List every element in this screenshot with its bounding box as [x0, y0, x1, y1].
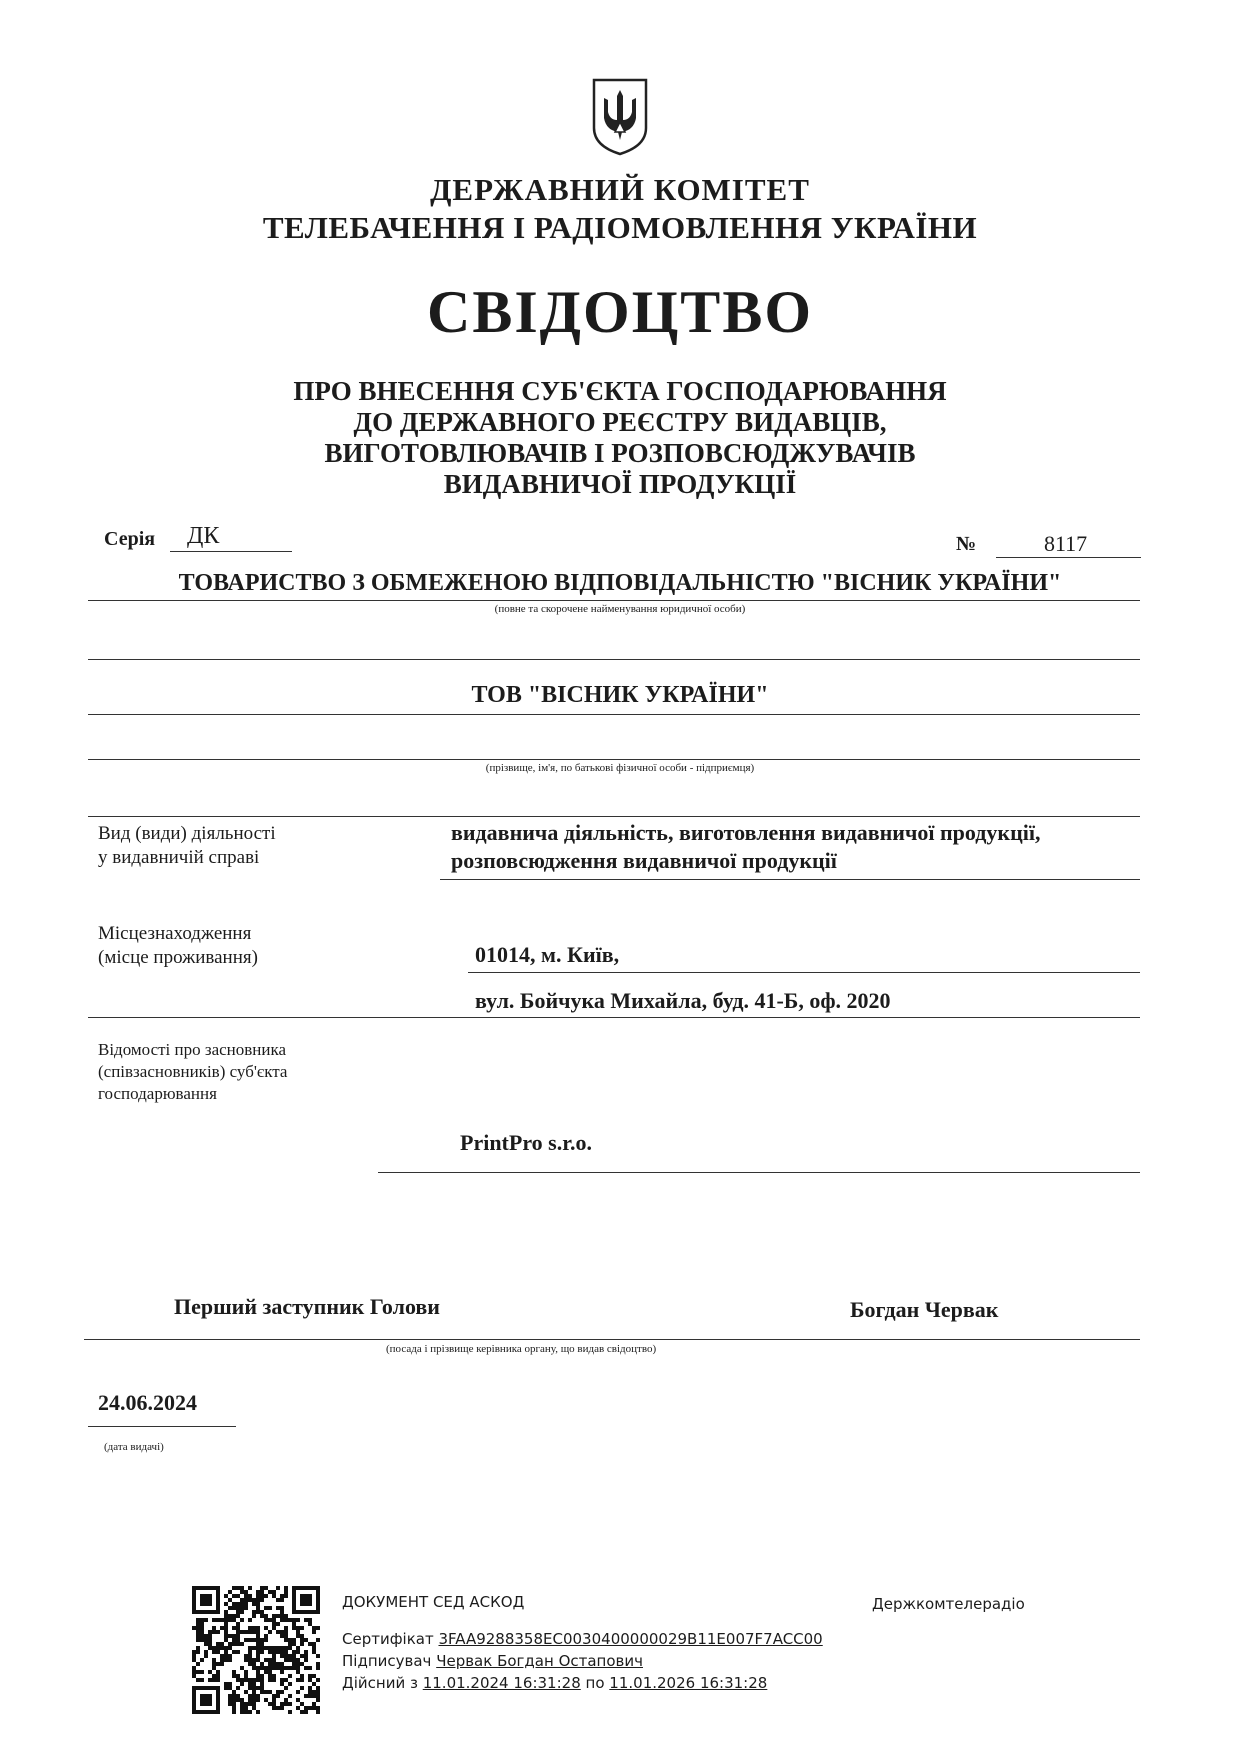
valid-to-label: по: [585, 1674, 605, 1692]
cert-value: 3FAA9288358EC0030400000029B11E007F7ACC00: [438, 1630, 823, 1648]
number-label: №: [956, 533, 977, 555]
subtitle-line-1: ПРО ВНЕСЕННЯ СУБ'ЄКТА ГОСПОДАРЮВАННЯ: [293, 376, 947, 406]
doc-title: СВІДОЦТВО: [426, 279, 814, 345]
location-underline-2: [88, 1017, 1140, 1018]
entity-full-name-underline: [88, 600, 1140, 601]
issue-date-underline: [88, 1426, 236, 1427]
entity-short-name-underline: [88, 714, 1140, 715]
e-signature-signer-row: [342, 1652, 643, 1670]
series-label: Серія: [104, 528, 156, 550]
number-value: 8117: [1044, 531, 1088, 556]
signatory-name: Богдан Червак: [850, 1297, 999, 1322]
cert-label: Сертифікат: [342, 1630, 434, 1648]
location-value-line-1: 01014, м. Київ,: [475, 942, 620, 967]
signatory-caption: (посада і прізвище керівника органу, що видав свідоцтво): [386, 1343, 657, 1355]
founders-label-line-2: (співзасновників) суб'єкта: [98, 1062, 288, 1081]
entity-full-name: ТОВАРИСТВО З ОБМЕЖЕНОЮ ВІДПОВІДАЛЬНІСТЮ "ВІСНИК УКРАЇНИ": [178, 570, 1062, 596]
valid-label: Дійсний з: [342, 1674, 418, 1692]
founders-value: PrintPro s.r.o.: [460, 1130, 592, 1155]
e-signature-doc-label: ДОКУМЕНТ СЕД АСКОД: [342, 1593, 525, 1611]
activity-underline: [440, 879, 1140, 880]
activity-value-line-2: розповсюдження видавничої продукції: [451, 848, 837, 873]
signer-label: Підписувач: [342, 1652, 432, 1670]
entity-blank-line: [88, 659, 1140, 660]
location-label-line-2: (місце проживання): [98, 947, 258, 968]
entity-short-name: ТОВ "ВІСНИК УКРАЇНИ": [471, 682, 769, 708]
location-value-line-2: вул. Бойчука Михайла, буд. 41-Б, оф. 2020: [475, 988, 891, 1013]
valid-to: 11.01.2026 16:31:28: [609, 1674, 768, 1692]
activity-label-line-2: у видавничій справі: [98, 847, 260, 868]
founders-underline: [378, 1172, 1140, 1173]
location-underline-1: [468, 972, 1140, 973]
coat-of-arms-icon: [588, 76, 652, 158]
person-line: [88, 759, 1140, 760]
activity-value-line-1: видавнича діяльність, виготовлення видавничої продукції,: [451, 820, 1041, 845]
subtitle-line-4: ВИДАВНИЧОЇ ПРОДУКЦІЇ: [443, 469, 797, 499]
founders-label-line-3: господарювання: [98, 1084, 217, 1103]
authority-line-1: ДЕРЖАВНИЙ КОМІТЕТ: [430, 172, 810, 207]
series-underline: [170, 551, 292, 552]
signatory-position: Перший заступник Голови: [174, 1294, 440, 1319]
subtitle-line-2: ДО ДЕРЖАВНОГО РЕЄСТРУ ВИДАВЦІВ,: [353, 407, 887, 437]
activity-label-line-1: Вид (види) діяльності: [98, 823, 276, 844]
person-caption: (прізвище, ім'я, по батькові фізичної особи - підприємця): [485, 762, 755, 774]
series-value: ДК: [187, 523, 220, 549]
valid-from: 11.01.2024 16:31:28: [422, 1674, 581, 1692]
location-label-line-1: Місцезнаходження: [98, 923, 252, 944]
founders-label-line-1: Відомості про засновника: [98, 1040, 287, 1059]
number-underline: [996, 557, 1141, 558]
e-signature-cert-row: [342, 1630, 823, 1648]
authority-line-2: ТЕЛЕБАЧЕННЯ І РАДІОМОВЛЕННЯ УКРАЇНИ: [262, 210, 978, 245]
person-blank-line: [88, 816, 1140, 817]
qr-code: [192, 1586, 320, 1714]
issue-date: 24.06.2024: [98, 1390, 197, 1415]
signatory-underline: [84, 1339, 1140, 1340]
signer-value: Червак Богдан Остапович: [436, 1652, 643, 1670]
e-signature-org: Держкомтелерадіо: [872, 1595, 1025, 1613]
e-signature-valid-row: [342, 1674, 767, 1692]
issue-date-caption: (дата видачі): [104, 1441, 164, 1453]
entity-full-name-caption: (повне та скорочене найменування юридичної особи): [494, 603, 746, 615]
subtitle-line-3: ВИГОТОВЛЮВАЧІВ І РОЗПОВСЮДЖУВАЧІВ: [324, 438, 916, 468]
